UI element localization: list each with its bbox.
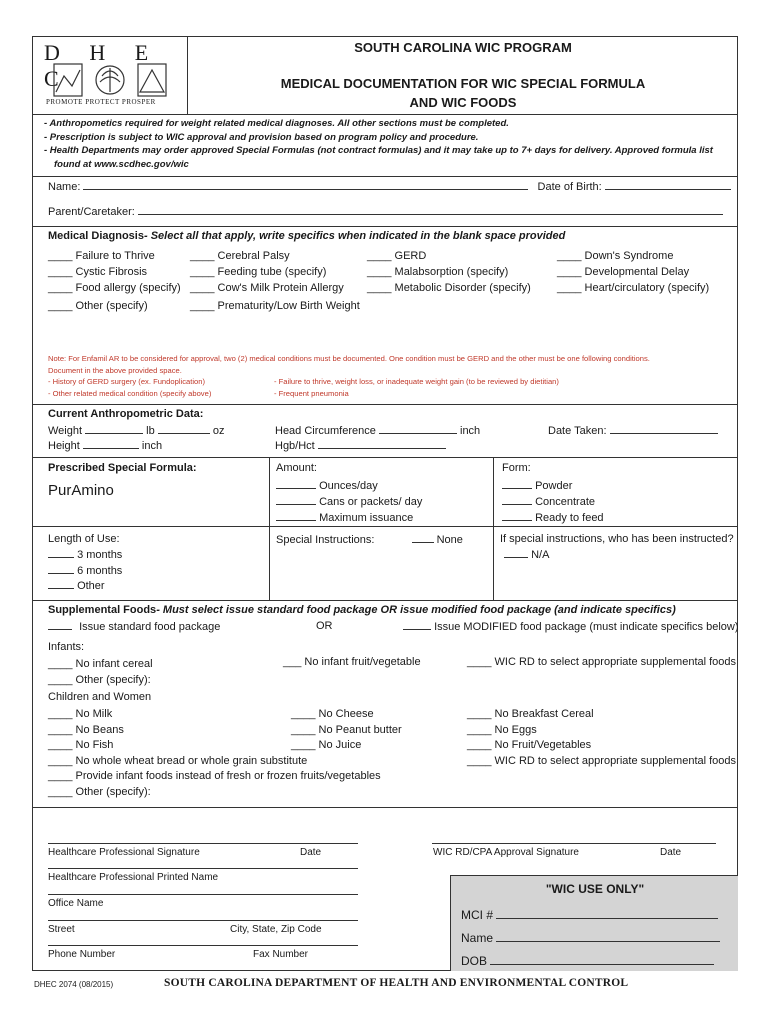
- children-option[interactable]: ____ No Juice: [291, 739, 362, 751]
- head-circ-field[interactable]: [379, 424, 457, 434]
- infant-option[interactable]: ____ No infant cereal: [48, 658, 153, 670]
- children-col-2: [291, 707, 402, 754]
- wic-use-only-box: [450, 875, 738, 971]
- diagnosis-heading-row: [48, 230, 565, 242]
- enfamil-note-line: Note: For Enfamil AR to be considered for approval, two (2) medical conditions must be documented. One condition must be GERD and the other must be one following conditions.: [48, 354, 650, 363]
- note-line: - Prescription is subject to WIC approval and provision based on program policy and procedure.: [44, 131, 479, 143]
- children-option[interactable]: ____ No Peanut butter: [291, 723, 402, 736]
- page-subtitle-2: AND WIC FOODS: [409, 95, 517, 110]
- instructed-heading: If special instructions, who has been instructed?: [500, 533, 734, 545]
- diagnosis-col-4: [557, 248, 709, 296]
- enfamil-note-line: Document in the above provided space.: [48, 365, 182, 375]
- header-bottom-line: [32, 114, 738, 115]
- dob-field[interactable]: [605, 180, 731, 190]
- date-taken-label: Date Taken:: [548, 425, 607, 437]
- height-label: Height: [48, 440, 80, 452]
- amount-option[interactable]: Maximum issuance: [276, 510, 422, 526]
- formula-divider-2: [493, 457, 494, 600]
- wic-name-field[interactable]: [496, 930, 720, 942]
- special-heading: Special Instructions:: [276, 534, 375, 546]
- enfamil-item: - Failure to thrive, weight loss, or inadequate weight gain (to be reviewed by dietitian): [274, 377, 559, 386]
- infant-option[interactable]: ____ Other (specify):: [48, 674, 151, 686]
- logo-image-icon: [46, 62, 174, 98]
- oz-label: oz: [212, 425, 225, 437]
- diagnosis-option[interactable]: ____ Cow's Milk Protein Allergy: [190, 282, 344, 294]
- children-option[interactable]: ____ No Fish: [48, 739, 114, 751]
- enfamil-right: [274, 376, 559, 399]
- lb-label: lb: [146, 425, 155, 437]
- diagnosis-option[interactable]: ____ Cerebral Palsy: [190, 250, 290, 262]
- weight-lb-field[interactable]: [85, 424, 143, 434]
- infants-heading: Infants:: [48, 641, 85, 653]
- hgb-row: [275, 439, 446, 452]
- infant-option[interactable]: ___ No infant fruit/vegetable: [283, 656, 421, 668]
- patient-bottom-line: [32, 226, 738, 227]
- enfamil-item: - Other related medical condition (specify above): [48, 388, 212, 398]
- amount-option[interactable]: Cans or packets/ day: [276, 494, 422, 510]
- weight-label: Weight: [48, 425, 83, 437]
- wic-dob-label: DOB: [461, 954, 488, 968]
- note-line: - Anthropometics required for weight related medical diagnoses. All other sections must be completed.: [44, 118, 509, 129]
- diagnosis-bottom-line: [32, 404, 738, 405]
- notes-bottom-line: [32, 176, 738, 177]
- supplemental-instruction: - Must select issue standard food package OR issue modified food package (and indicate specifics): [156, 604, 676, 616]
- mci-label: MCI #: [461, 908, 494, 922]
- inch-label: inch: [141, 440, 163, 452]
- parent-field[interactable]: [138, 205, 723, 215]
- supplemental-bottom-line: [32, 807, 738, 808]
- children-option[interactable]: ____ No Fruit/Vegetables: [467, 739, 592, 751]
- form-heading: Form:: [502, 462, 531, 474]
- notes-block: [44, 117, 713, 171]
- length-list: [48, 548, 122, 595]
- diagnosis-option[interactable]: ____ Heart/circulatory (specify): [557, 282, 710, 294]
- diagnosis-option[interactable]: ____ Prematurity/Low Birth Weight: [190, 300, 360, 312]
- note-line: found at www.scdhec.gov/wic: [54, 158, 189, 170]
- diagnosis-option[interactable]: ____ GERD: [367, 250, 427, 262]
- modified-field[interactable]: [403, 620, 431, 630]
- hgb-label: Hgb/Hct: [275, 440, 315, 452]
- instructed-row[interactable]: [504, 548, 549, 561]
- wic-dob-field[interactable]: [490, 953, 714, 965]
- special-row: [276, 533, 463, 546]
- modified-label: Issue MODIFIED food package (must indicate specifics below): [434, 621, 739, 633]
- wic-signature-label: WIC RD/CPA Approval Signature: [433, 847, 579, 858]
- infants-list: [48, 656, 153, 688]
- supplemental-heading-row: [48, 604, 676, 616]
- street-label: Street: [48, 924, 75, 935]
- special-none-field[interactable]: [412, 533, 434, 543]
- date-taken-row: [548, 424, 718, 437]
- diagnosis-option[interactable]: ____ Malabsorption (specify): [367, 266, 509, 278]
- hcp-signature-label: Healthcare Professional Signature: [48, 847, 200, 858]
- or-label: OR: [316, 620, 333, 632]
- children-option[interactable]: ____ Provide infant foods instead of fresh or frozen fruits/vegetables: [48, 770, 381, 782]
- form-list: [502, 478, 604, 526]
- formula-divider-1: [269, 457, 270, 600]
- diagnosis-option[interactable]: ____ Cystic Fibrosis: [48, 266, 148, 278]
- amount-option[interactable]: Ounces/day: [276, 478, 422, 494]
- dhec-logo: [40, 40, 180, 108]
- dob-label: Date of Birth:: [537, 181, 602, 193]
- formula-mid-line: [32, 526, 738, 527]
- diagnosis-option[interactable]: ____ Failure to Thrive: [48, 250, 155, 262]
- enfamil-item: - Frequent pneumonia: [274, 388, 349, 398]
- street-line[interactable]: [48, 920, 358, 921]
- hgb-field[interactable]: [318, 439, 446, 449]
- length-option[interactable]: 3 months: [48, 548, 122, 564]
- formula-heading: Prescribed Special Formula:: [48, 462, 197, 474]
- formula-bottom-line: [32, 600, 738, 601]
- date-taken-field[interactable]: [610, 424, 718, 434]
- children-option[interactable]: ____ No Cheese: [291, 708, 374, 720]
- height-field[interactable]: [83, 439, 139, 449]
- weight-oz-field[interactable]: [158, 424, 210, 434]
- children-option[interactable]: ____ No Eggs: [467, 723, 537, 736]
- form-id: DHEC 2074 (08/2015): [34, 980, 114, 989]
- head-circ-row: [275, 424, 480, 437]
- mci-field[interactable]: [496, 907, 718, 919]
- special-none: None: [436, 534, 463, 546]
- children-option[interactable]: ____ No Milk: [48, 708, 113, 720]
- standard-field[interactable]: [48, 620, 72, 630]
- children-option[interactable]: ____ No Breakfast Cereal: [467, 708, 594, 720]
- office-label: Office Name: [48, 898, 104, 909]
- diagnosis-col-2: [190, 248, 360, 314]
- phone-label: Phone Number: [48, 949, 116, 960]
- diagnosis-option[interactable]: ____ Food allergy (specify): [48, 282, 181, 294]
- enfamil-left: [48, 376, 211, 399]
- fax-label: Fax Number: [253, 949, 309, 960]
- name-field[interactable]: [83, 180, 528, 190]
- wic-signature-line[interactable]: [432, 843, 716, 844]
- parent-label: Parent/Caretaker:: [48, 206, 135, 218]
- footer-department: SOUTH CAROLINA DEPARTMENT OF HEALTH AND ENVIRONMENTAL CONTROL: [164, 977, 629, 989]
- phone-line[interactable]: [48, 945, 358, 946]
- anthro-bottom-line: [32, 457, 738, 458]
- date-label-1: Date: [300, 847, 322, 858]
- instructed-na: N/A: [531, 549, 550, 561]
- wic-name-label: Name: [461, 931, 494, 945]
- wic-use-only-title: "WIC USE ONLY": [545, 882, 645, 896]
- city-label: City, State, Zip Code: [230, 924, 322, 935]
- modified-row: [403, 620, 739, 633]
- supplemental-heading: Supplemental Foods: [48, 604, 157, 616]
- anthro-heading: Current Anthropometric Data:: [48, 408, 204, 420]
- height-row: [48, 439, 162, 452]
- wic-name-row: [461, 930, 720, 945]
- children-option[interactable]: ____ Other (specify):: [48, 785, 151, 798]
- infant-option[interactable]: ____ WIC RD to select appropriate supplemental foods: [467, 656, 737, 668]
- children-option[interactable]: ____ WIC RD to select appropriate supplemental foods: [467, 754, 737, 767]
- standard-label: Issue standard food package: [79, 621, 221, 633]
- hcp-signature-line[interactable]: [48, 843, 358, 844]
- diagnosis-option[interactable]: ____ Down's Syndrome: [557, 250, 674, 262]
- enfamil-item: - History of GERD surgery (ex. Fundoplication): [48, 377, 205, 386]
- diagnosis-option[interactable]: ____ Metabolic Disorder (specify): [367, 282, 531, 294]
- form-option[interactable]: Concentrate: [502, 494, 604, 510]
- children-col-3: [467, 707, 736, 769]
- children-heading: Children and Women: [48, 691, 152, 703]
- amount-heading: Amount:: [276, 462, 317, 474]
- diagnosis-col-1: [48, 248, 181, 314]
- logo-letters: D H E C: [44, 40, 161, 91]
- mci-row: [461, 907, 718, 922]
- parent-row: [48, 205, 723, 218]
- head-inch-label: inch: [460, 425, 481, 437]
- enfamil-note: [48, 353, 733, 398]
- form-option[interactable]: Powder: [502, 478, 604, 494]
- diagnosis-option[interactable]: ____ Developmental Delay: [557, 266, 690, 278]
- head-circ-label: Head Circumference: [275, 425, 376, 437]
- printed-name-label: Healthcare Professional Printed Name: [48, 872, 219, 883]
- children-option[interactable]: ____ No Beans: [48, 723, 124, 736]
- office-line[interactable]: [48, 894, 358, 895]
- length-option[interactable]: 6 months: [48, 564, 122, 580]
- formula-value[interactable]: PurAmino: [48, 482, 114, 499]
- amount-list: [276, 478, 422, 526]
- name-row: [48, 180, 731, 193]
- name-label: Name:: [48, 181, 81, 193]
- date-label-2: Date: [660, 847, 682, 858]
- children-option[interactable]: ____ No whole wheat bread or whole grain substitute: [48, 754, 308, 767]
- diagnosis-instruction: - Select all that apply, write specifics when indicated in the blank space provided: [143, 230, 566, 242]
- note-line: - Health Departments may order approved Special Formulas (not contract formulas) and it may take up to 7+ days for delivery. Approved formula list: [44, 145, 713, 156]
- length-heading: Length of Use:: [48, 533, 120, 545]
- diagnosis-option[interactable]: ____ Other (specify): [48, 300, 148, 312]
- page-title: SOUTH CAROLINA WIC PROGRAM: [354, 40, 572, 55]
- wic-dob-row: [461, 953, 714, 968]
- diagnosis-option[interactable]: ____ Feeding tube (specify): [190, 266, 327, 278]
- diagnosis-col-3: [367, 248, 531, 296]
- logo-tagline: PROMOTE PROTECT PROSPER: [46, 98, 156, 106]
- weight-row: [48, 424, 224, 437]
- page-subtitle-1: MEDICAL DOCUMENTATION FOR WIC SPECIAL FORMULA: [280, 76, 646, 91]
- form-option[interactable]: Ready to feed: [502, 510, 604, 526]
- length-option[interactable]: Other: [48, 579, 122, 595]
- printed-name-line[interactable]: [48, 868, 358, 869]
- package-row: [48, 620, 220, 633]
- diagnosis-heading: Medical Diagnosis: [48, 230, 144, 242]
- instructed-field[interactable]: [504, 548, 528, 558]
